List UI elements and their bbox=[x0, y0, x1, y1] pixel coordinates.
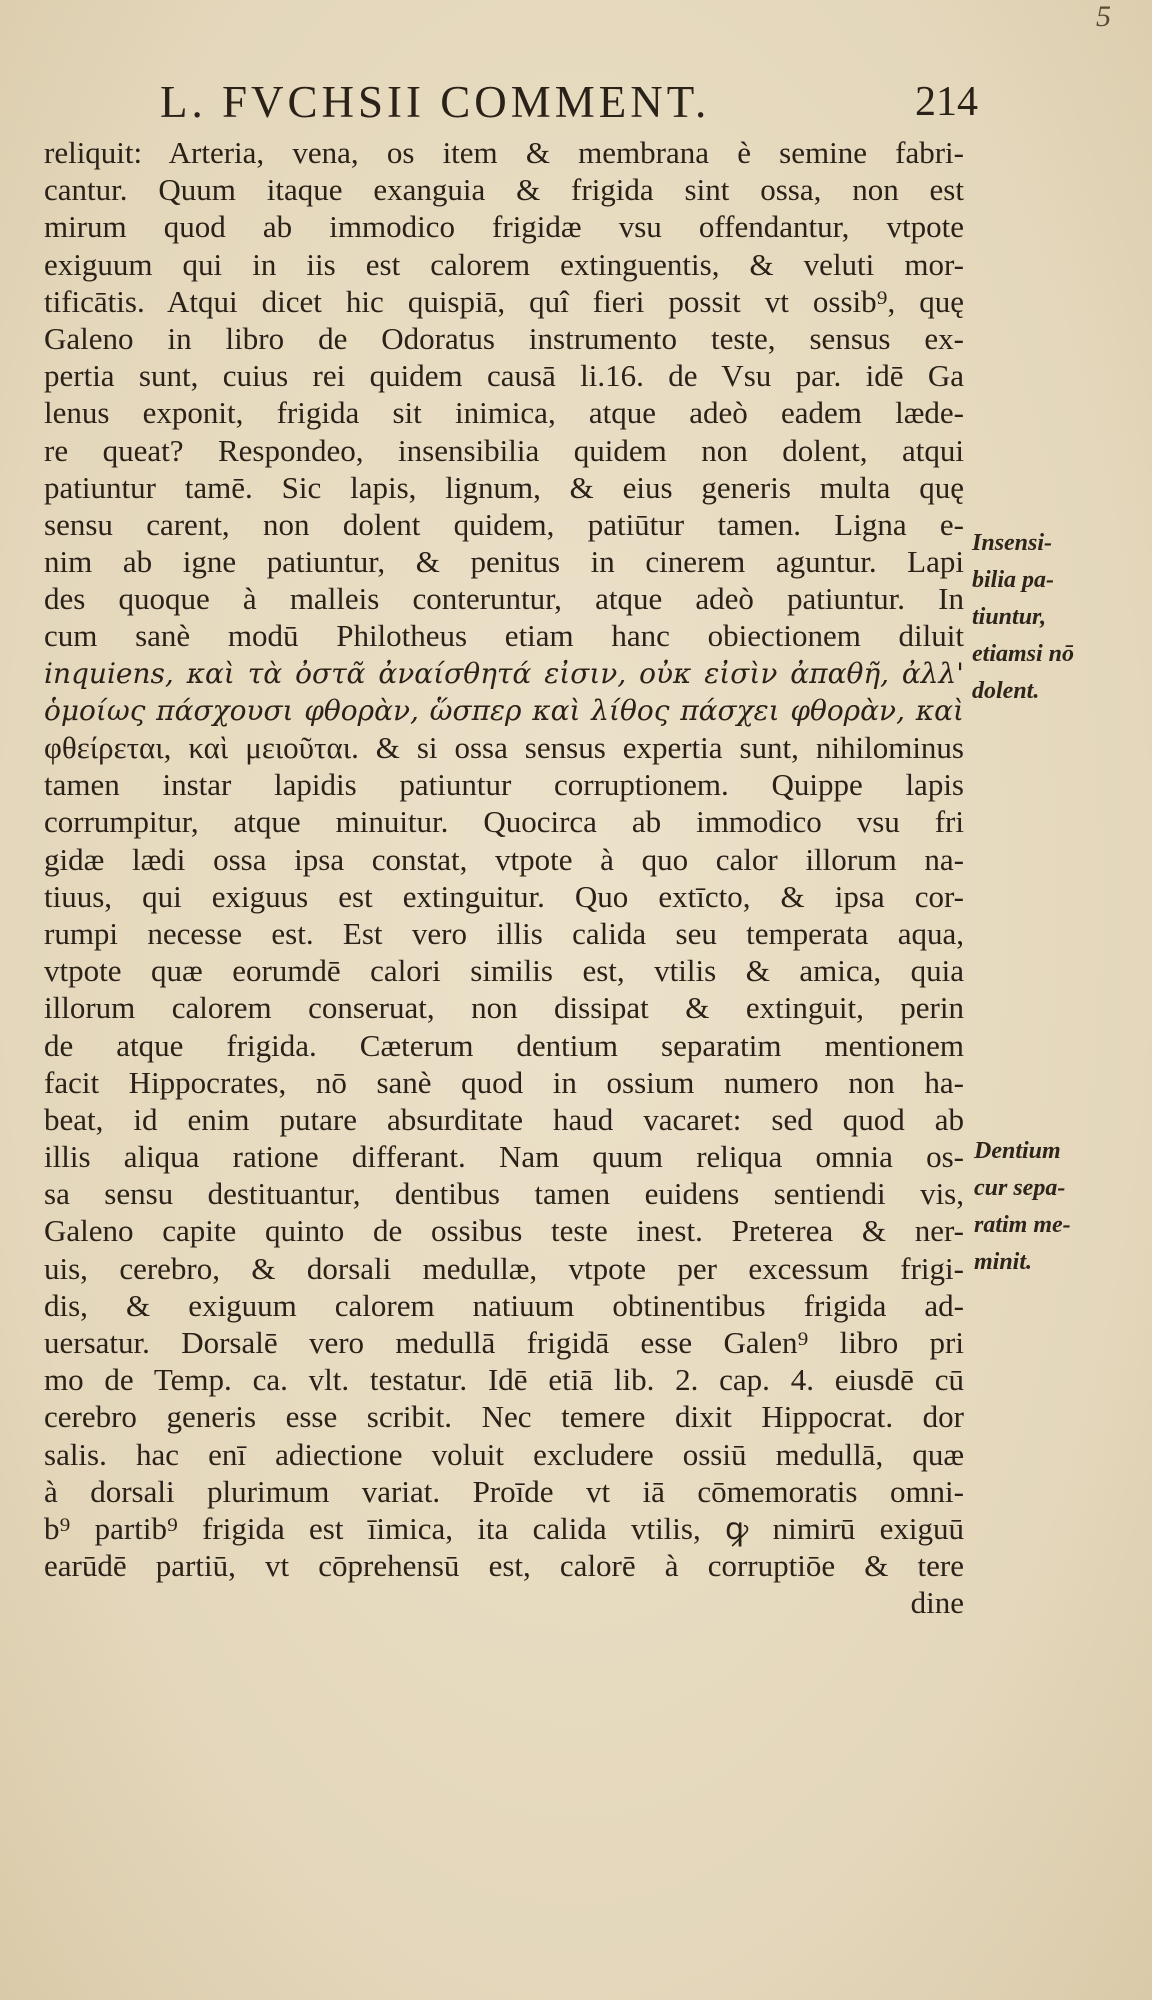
text-line: des quoque à malleis conteruntur, atque adeò patiuntur. In bbox=[44, 581, 964, 617]
margin-note-line: Insensi- bbox=[972, 530, 1053, 556]
text-line: Galeno capite quinto de ossibus teste inest. Preterea & ner- bbox=[44, 1213, 964, 1249]
text-line: lenus exponit, frigida sit inimica, atque adeò eadem læde- bbox=[44, 395, 964, 431]
greek-text-line: inquiens, καὶ τὰ ὀστᾶ ἀναίσθητά εἰσιν, οὐκ εἰσὶν ἀπαθῆ, ἀλλ' bbox=[44, 656, 964, 690]
text-line: b⁹ partib⁹ frigida est īimica, ita calida vtilis, ꝙ nimirū exiguū bbox=[44, 1510, 964, 1546]
text-line: sensu carent, non dolent quidem, patiūtur tamen. Ligna e- bbox=[44, 506, 964, 542]
text-line: salis. hac enī adiectione voluit excludere ossiū medullā, quæ bbox=[44, 1436, 964, 1472]
margin-note-line: etiamsi nō bbox=[972, 641, 1075, 667]
text-line: re queat? Respondeo, insensibilia quidem non dolent, atqui bbox=[44, 432, 964, 468]
margin-note-dentium bbox=[974, 1133, 1071, 1281]
text-line: dis, & exiguum calorem natiuum obtinentibus frigida ad- bbox=[44, 1287, 964, 1323]
page-header bbox=[150, 72, 978, 132]
margin-note-line: dolent. bbox=[972, 678, 1040, 704]
text-line: tamen instar lapidis patiuntur corruptionem. Quippe lapis bbox=[44, 767, 964, 803]
text-line: mo de Temp. ca. vlt. testatur. Idē etiā lib. 2. cap. 4. eiusdē cū bbox=[44, 1362, 964, 1398]
text-line: cum sanè modū Philotheus etiam hanc obiectionem diluit bbox=[44, 618, 964, 654]
folio-number: 214 bbox=[915, 79, 978, 125]
text-line: Galeno in libro de Odoratus instrumento teste, sensus ex- bbox=[44, 320, 964, 356]
text-line: cerebro generis esse scribit. Nec temere dixit Hippocrat. dor bbox=[44, 1399, 964, 1435]
margin-note-line: minit. bbox=[974, 1249, 1033, 1275]
text-line: vtpote quæ eorumdē calori similis est, vtilis & amica, quia bbox=[44, 953, 964, 989]
margin-note-line: Dentium bbox=[974, 1138, 1061, 1164]
text-line: beat, id enim putare absurditate haud vacaret: sed quod ab bbox=[44, 1101, 964, 1137]
text-line: gidæ lædi ossa ipsa constat, vtpote à quo calor illorum na- bbox=[44, 841, 964, 877]
text-line: sa sensu destituantur, dentibus tamen euidens sentiendi vis, bbox=[44, 1176, 964, 1212]
text-line: earūdē partiū, vt cōprehensū est, calorē à corruptiōe & tere bbox=[44, 1548, 964, 1584]
text-line: tificātis. Atqui dicet hic quispiā, quî fieri possit vt ossib⁹, quę bbox=[44, 283, 964, 319]
greek-text-line: ὁμοίως πάσχουσι φθορὰν, ὥσπερ καὶ λίθος πάσχει φθορὰν, καὶ bbox=[44, 693, 964, 727]
text-line: facit Hippocrates, nō sanè quod in ossium numero non ha- bbox=[44, 1064, 964, 1100]
text-line: φθείρεται, καὶ μειοῦται. & si ossa sensus expertia sunt, nihilominus bbox=[44, 730, 964, 765]
text-line: reliquit: Arteria, vena, os item & membrana è semine fabri- bbox=[44, 135, 964, 170]
text-line: pertia sunt, cuius rei quidem causā li.16. de Vsu par. idē Ga bbox=[44, 358, 964, 394]
text-line: nim ab igne patiuntur, & penitus in cinerem aguntur. Lapi bbox=[44, 544, 964, 580]
text-line: à dorsali plurimum variat. Proīde vt iā cōmemoratis omni- bbox=[44, 1473, 964, 1509]
text-line: uersatur. Dorsalē vero medullā frigidā esse Galen⁹ libro pri bbox=[44, 1325, 964, 1360]
running-title: L. FVCHSII COMMENT. bbox=[160, 77, 711, 127]
margin-note-line: bilia pa- bbox=[972, 567, 1054, 593]
text-line: cantur. Quum itaque exanguia & frigida sint ossa, non est bbox=[44, 172, 964, 208]
margin-note-line: cur sepa- bbox=[974, 1175, 1066, 1201]
body-text bbox=[44, 134, 964, 1622]
text-line: mirum quod ab immodico frigidæ vsu offendantur, vtpote bbox=[44, 209, 964, 245]
text-line: corrumpitur, atque minuitur. Quocirca ab immodico vsu fri bbox=[44, 804, 964, 840]
text-line: tiuus, qui exiguus est extinguitur. Quo extīcto, & ipsa cor- bbox=[44, 878, 964, 914]
margin-note-line: ratim me- bbox=[974, 1212, 1071, 1238]
margin-note-insensibilia bbox=[972, 525, 1074, 710]
text-line: rumpi necesse est. Est vero illis calida seu temperata aqua, bbox=[44, 915, 964, 951]
corner-mark: 5 bbox=[1096, 0, 1111, 33]
catchword: dine bbox=[910, 1585, 964, 1621]
text-line: patiuntur tamē. Sic lapis, lignum, & eius generis multa quę bbox=[44, 469, 964, 505]
text-line: illorum calorem conseruat, non dissipat & extinguit, perin bbox=[44, 990, 964, 1026]
text-line: exiguum qui in iis est calorem extinguentis, & veluti mor- bbox=[44, 246, 964, 282]
text-line: uis, cerebro, & dorsali medullæ, vtpote per excessum frigi- bbox=[44, 1250, 964, 1286]
text-line: de atque frigida. Cæterum dentium separatim mentionem bbox=[44, 1027, 964, 1063]
text-line: illis aliqua ratione differant. Nam quum reliqua omnia os- bbox=[44, 1139, 964, 1175]
margin-note-line: tiuntur, bbox=[972, 604, 1047, 630]
